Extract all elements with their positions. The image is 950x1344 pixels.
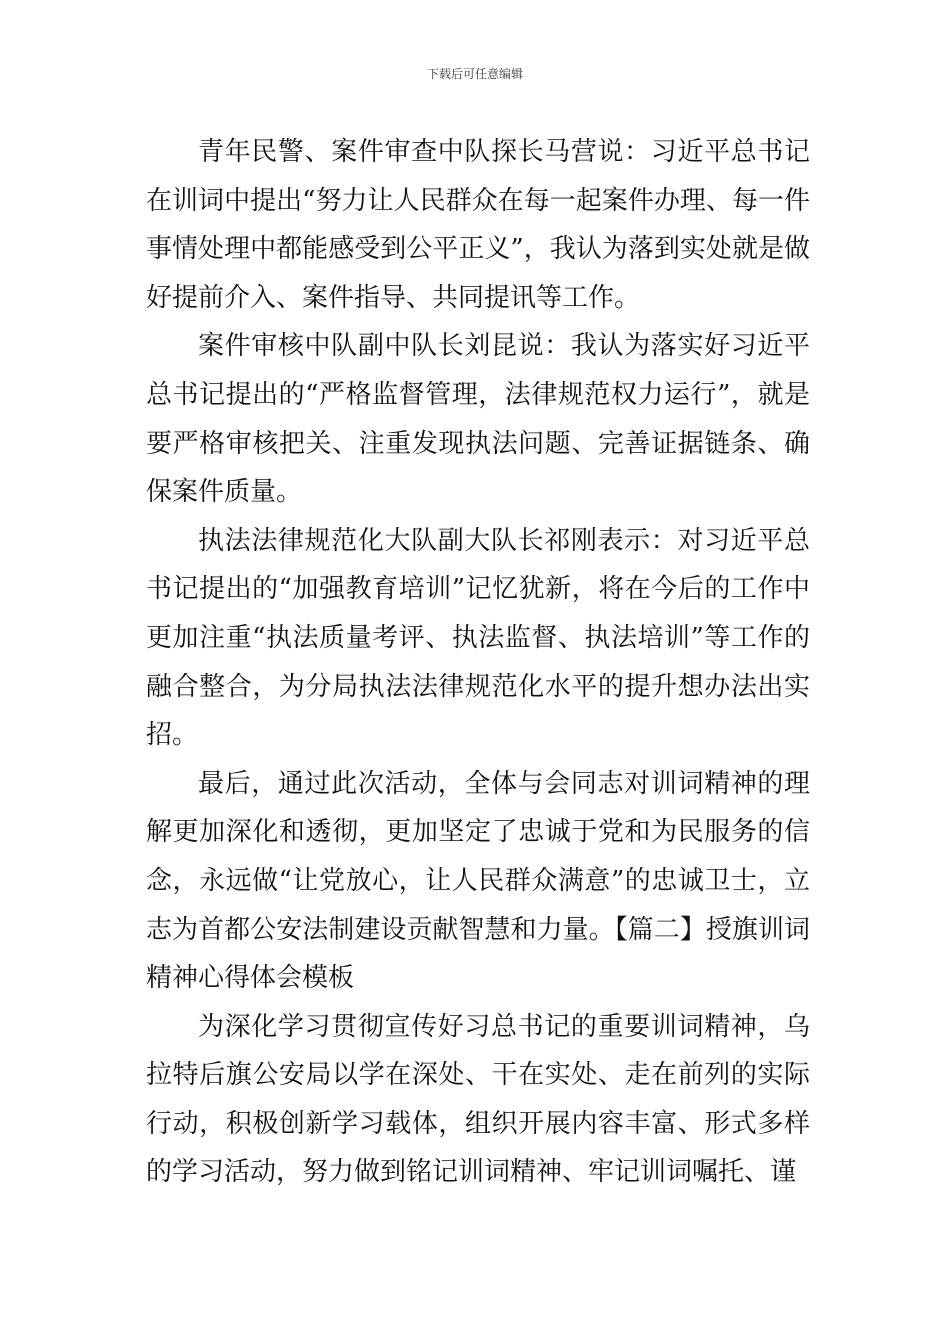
document-body <box>146 128 810 1197</box>
paragraph-3: 执法法律规范化大队副大队长祁刚表示：对习近平总书记提出的“加强教育培训”记忆犹新，将在今后的工作中更加注重“执法质量考评、执法监督、执法培训”等工作的融合整合，为分局执法法律规范化水平的提升想办法出实招。 <box>146 525 810 751</box>
paragraph-2: 案件审核中队副中队长刘昆说：我认为落实好习近平总书记提出的“严格监督管理，法律规范权力运行”，就是要严格审核把关、注重发现执法问题、完善证据链条、确保案件质量。 <box>146 331 810 508</box>
paragraph-4: 最后，通过此次活动，全体与会同志对训词精神的理解更加深化和透彻，更加坚定了忠诚于党和为民服务的信念，永远做“让党放心，让人民群众满意”的忠诚卫士，立志为首都公安法制建设贡献智慧和力量。【篇二】授旗训词精神心得体会模板 <box>146 768 810 994</box>
paragraph-1: 青年民警、案件审查中队探长马营说：习近平总书记在训词中提出“努力让人民群众在每一起案件办理、每一件事情处理中都能感受到公平正义”，我认为落到实处就是做好提前介入、案件指导、共同提讯等工作。 <box>146 137 810 313</box>
page-header: 下载后可任意编辑 <box>426 67 523 81</box>
paragraph-5: 为深化学习贯彻宣传好习总书记的重要训词精神，乌拉特后旗公安局以学在深处、干在实处、走在前列的实际行动，积极创新学习载体，组织开展内容丰富、形式多样的学习活动，努力做到铭记训词精神、牢记训词嘱托、谨 <box>146 1011 810 1188</box>
